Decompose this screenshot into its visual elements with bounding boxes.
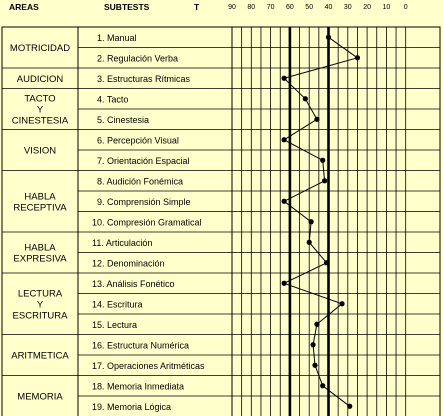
subtest-label: 2. Regulación Verba — [97, 53, 179, 64]
subtest-label: 3. Estructuras Rítmicas — [97, 73, 191, 84]
area-label: TACTO — [24, 93, 56, 105]
subtest-label: 11. Articulación — [92, 237, 153, 248]
subtest-label: 16. Estructura Numérica — [92, 340, 190, 351]
data-point — [282, 137, 287, 142]
areas-header: AREAS — [9, 2, 39, 12]
data-point — [347, 404, 352, 409]
area-labels — [10, 43, 70, 403]
subtest-label: 6. Percepción Visual — [97, 135, 179, 146]
subtest-label: 1. Manual — [97, 32, 137, 43]
area-label: HABLA — [24, 191, 56, 203]
subtest-label: 14. Escritura — [92, 299, 143, 310]
data-point — [320, 383, 325, 388]
profile-line — [284, 37, 357, 406]
x-tick-label: 80 — [247, 4, 256, 11]
x-tick-label: 10 — [382, 4, 391, 11]
subtest-label: 9. Comprensión Simple — [97, 196, 191, 207]
data-point — [282, 281, 287, 286]
x-tick-label: 50 — [305, 4, 314, 11]
x-tick-label: 20 — [363, 4, 371, 11]
subtest-label: 15. Lectura — [92, 319, 138, 330]
area-label: MEMORIA — [17, 391, 63, 403]
subtest-label: 5. Cinestesia — [97, 114, 150, 125]
data-point — [355, 55, 360, 60]
data-point — [303, 96, 308, 101]
subtest-label: 4. Tacto — [97, 94, 129, 105]
data-point — [310, 342, 315, 347]
area-label: MOTRICIDAD — [9, 43, 71, 54]
data-point — [326, 35, 331, 40]
x-tick-label: 90 — [228, 4, 236, 11]
subtest-label: 10. Compresión Gramatical — [92, 217, 202, 228]
area-label: EXPRESIVA — [13, 253, 67, 265]
area-label: CINESTESIA — [11, 115, 69, 127]
profile-series — [282, 35, 361, 409]
t-header: T — [194, 2, 200, 12]
area-label: VISION — [23, 145, 57, 157]
area-label: ARITMETICA — [11, 350, 69, 362]
data-point — [312, 363, 317, 368]
data-point — [282, 76, 287, 81]
x-tick-label: 30 — [343, 4, 352, 11]
area-label: RECEPTIVA — [13, 202, 67, 214]
subtest-label: 8. Audición Fonémica — [97, 176, 184, 187]
subtest-label: 12. Denominación — [92, 258, 165, 269]
area-label: Y — [36, 104, 44, 116]
area-label: LECTURA — [17, 288, 63, 300]
x-tick-label: 60 — [286, 4, 294, 11]
area-label: ESCRITURA — [12, 310, 68, 322]
data-point — [314, 322, 319, 327]
subtest-label: 18. Memoria Inmediata — [92, 381, 185, 392]
subtest-label: 7. Orientación Espacial — [97, 155, 190, 166]
subtests-header: SUBTESTS — [104, 2, 150, 12]
x-tick-label: 0 — [403, 4, 408, 11]
area-label: AUDICION — [16, 73, 64, 85]
data-point — [309, 219, 314, 224]
subtest-label: 19. Memoria Lógica — [92, 401, 172, 412]
area-label: HABLA — [24, 242, 56, 254]
subtest-label: 17. Operaciones Aritméticas — [92, 360, 205, 371]
data-point — [282, 199, 287, 204]
data-point — [307, 240, 312, 245]
data-point — [320, 158, 325, 163]
t-axis-ticks — [228, 4, 408, 11]
data-point — [324, 260, 329, 265]
subtest-label: 13. Análisis Fonético — [92, 278, 175, 289]
data-point — [339, 301, 344, 306]
data-point — [322, 178, 327, 183]
x-tick-label: 70 — [266, 4, 275, 11]
data-point — [314, 117, 319, 122]
area-label: Y — [36, 299, 44, 311]
x-tick-label: 40 — [324, 4, 333, 11]
